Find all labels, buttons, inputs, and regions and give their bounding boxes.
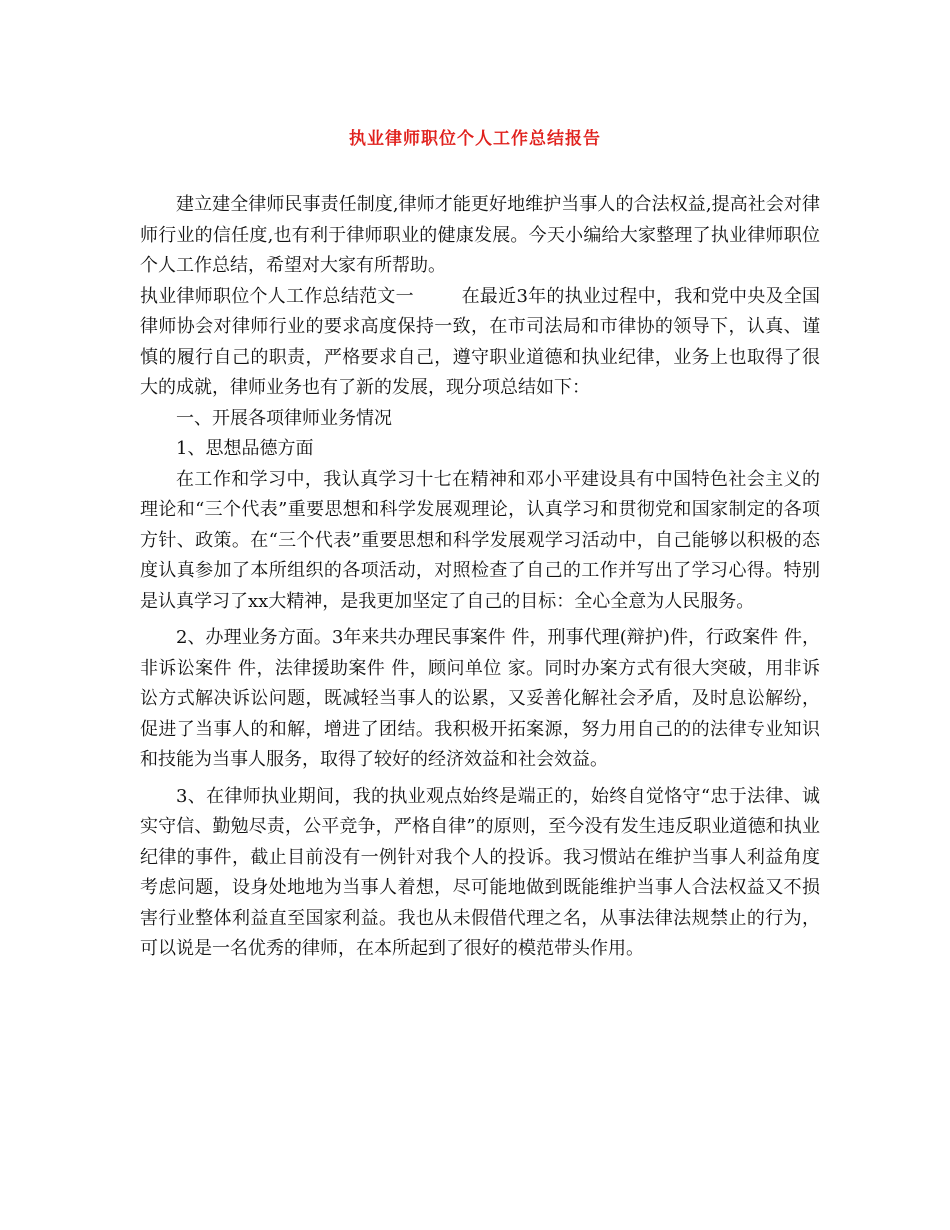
body-paragraph-3: 3、在律师执业期间，我的执业观点始终是端正的，始终自觉恪守“忠于法律、诚实守信、勤勉尽责，公平竞争，严格自律”的原则，至今没有发生违反职业道德和执业纪律的事件，截止目前没有一例针对我个人的投诉。我习惯站在维护当事人利益角度考虑问题，设身处地地为当事人着想，尽可能地做到既能维护当事人合法权益又不损害行业整体利益直至国家利益。我也从未假借代理之名，从事法律法规禁止的行为，可以说是一名优秀的律师，在本所起到了很好的模范带头作用。 (140, 785, 820, 959)
body-paragraph-1: 在工作和学习中，我认真学习十七在精神和邓小平建设具有中国特色社会主义的理论和“三个代表”重要思想和科学发展观理论，认真学习和贯彻党和国家制定的各项方针、政策。在“三个代表”重要思想和科学发展观学习活动中，自己能够以积极的态度认真参加了本所组织的各项活动，对照检查了自己的工作并写出了学习心得。特别是认真学习了xx大精神，是我更加坚定了自己的目标：全心全意为人民服务。 (140, 468, 820, 612)
section-heading-1: 一、开展各项律师业务情况 (176, 407, 392, 429)
sample-paragraph (140, 282, 820, 404)
sample-heading: 执业律师职位个人工作总结范文一 (140, 285, 414, 307)
sample-opening: 在最近3年的执业过程中，我和党中央及全国律师协会对律师行业的要求高度保持一致，在市司法局和市律协的领导下，认真、谨慎的履行自己的职责，严格要求自己，遵守职业道德和执业纪律，业务上也取得了很大的成就，律师业务也有了新的发展，现分项总结如下： (140, 285, 820, 398)
subsection-heading-1: 1、思想品德方面 (176, 438, 314, 459)
body-paragraph-2: 2、办理业务方面。3年来共办理民事案件 件，刑事代理(辩护)件，行政案件 件，非诉讼案件 件，法律援助案件 件，顾问单位 家。同时办案方式有很大突破，用非诉讼方式解决诉讼问题，既减轻当事人的讼累，又妥善化解社会矛盾，及时息讼解纷，促进了当事人的和解，增进了团结。我积极开拓案源，努力用自己的的法律专业知识和技能为当事人服务，取得了较好的经济效益和社会效益。 (140, 627, 820, 770)
document-title: 执业律师职位个人工作总结报告 (349, 129, 601, 149)
document-body (140, 190, 820, 965)
heading-spacer (414, 286, 462, 307)
intro-paragraph: 建立建全律师民事责任制度,律师才能更好地维护当事人的合法权益,提高社会对律师行业的信任度,也有利于律师职业的健康发展。今天小编给大家整理了执业律师职位个人工作总结，希望对大家有所帮助。 (140, 194, 820, 276)
